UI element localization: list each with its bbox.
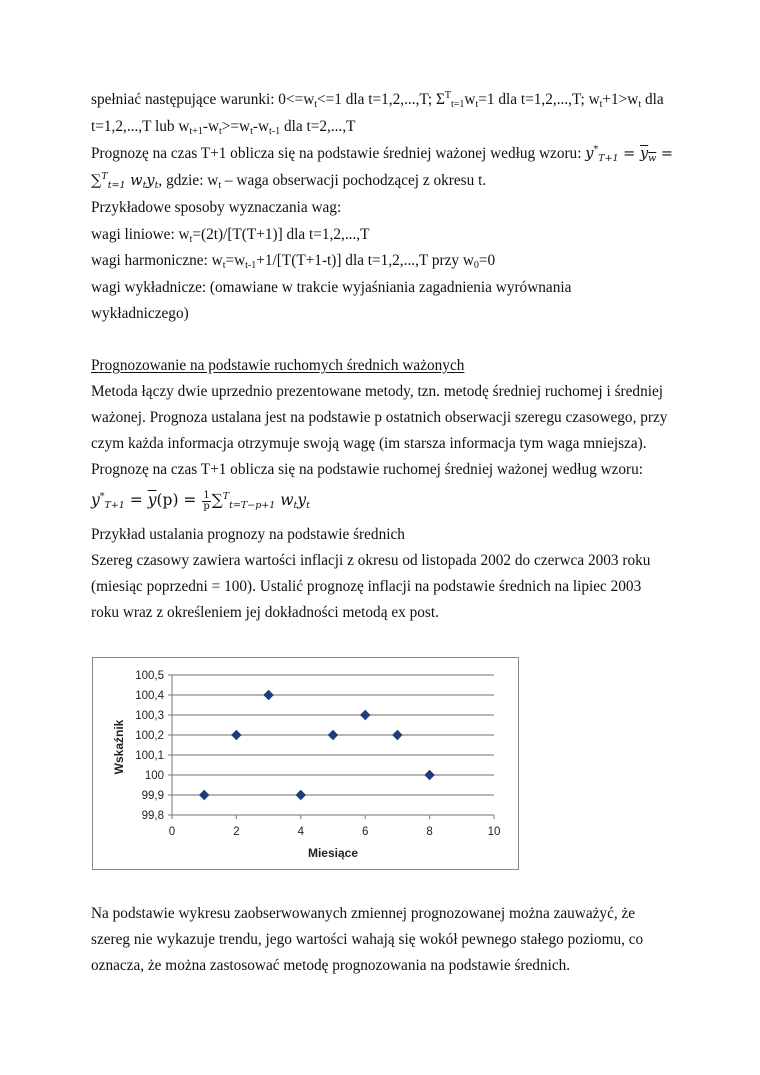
moving-weighted-average-formula: $y^*_{T+1} = \overline{y}(p)$ = $\frac{1}{p}$ ∑$^T_{t=T-p+1}$ $w_ty_t$: [91, 489, 310, 512]
weight-conditions-line-1: spełniać następujące warunki: $0<=w_t<=1$ dla t=1,2,...,T; $\Sigma^T_{t=1}w_t=1$ dla t=1,2,...,T; $w_t+1>w_t$ dla: [91, 90, 664, 110]
y-tick-label: 99,8: [141, 810, 164, 822]
data-point-diamond: [199, 790, 209, 800]
section-text-line-3: czym każda informacja otrzymuje swoją wagę (im starsza informacja tym waga mniejsza).: [91, 435, 647, 452]
y-tick-label: 99,9: [141, 790, 164, 802]
data-point-diamond: [231, 730, 241, 740]
example-text-line-2: (miesiąc poprzedni = 100). Ustalić prognozę inflacji na podstawie średnich na lipiec 2003: [91, 578, 642, 595]
section-text-line-2: ważonej. Prognoza ustalana jest na podstawie p ostatnich obserwacji szeregu czasowego, przy: [91, 409, 668, 426]
x-tick-label: 10: [487, 826, 501, 838]
data-point-diamond: [328, 730, 338, 740]
x-axis-title: Miesiące: [307, 846, 359, 860]
y-tick-label: 100,3: [135, 710, 164, 722]
data-point-diamond: [424, 770, 434, 780]
y-tick-label: 100,5: [135, 670, 164, 682]
section-text-line-4: Prognozę na czas T+1 oblicza się na podstawie ruchomej średniej ważonej według wzoru:: [91, 461, 644, 478]
x-tick-label: 6: [361, 826, 369, 838]
weights-heading: Przykładowe sposoby wyznaczania wag:: [91, 199, 342, 216]
exponential-weights-line-2: wykładniczego): [91, 305, 189, 322]
chart-plot-area: [93, 658, 518, 869]
example-title: Przykład ustalania prognozy na podstawie średnich: [91, 526, 405, 543]
weighted-average-formula-line-2: ∑$^T_{t=1}$ $w_ty_t$, gdzie: $w_t$ – waga obserwacji pochodzącej z okresu t.: [91, 171, 487, 191]
conclusion-line-2: szereg nie wykazuje trendu, jego wartości wahają się wokół pewnego stałego poziomu, co: [91, 931, 644, 948]
y-tick-label: 100: [144, 770, 164, 782]
y-tick-label: 100,1: [135, 750, 164, 762]
section-heading: Prognozowanie na podstawie ruchomych średnich ważonych: [91, 357, 465, 374]
y-axis-title: Wskaźnik: [112, 719, 126, 775]
data-point-diamond: [392, 730, 402, 740]
exponential-weights-line-1: wagi wykładnicze: (omawiane w trakcie wyjaśniania zagadnienia wyrównania: [91, 279, 572, 296]
inflation-scatter-chart: [92, 657, 519, 870]
weighted-average-formula: $y^*_{T+1} = y_w$ =: [585, 144, 674, 164]
y-tick-label: 100,4: [135, 690, 164, 702]
conclusion-line-1: Na podstawie wykresu zaobserwowanych zmiennej prognozowanej można zauważyć, że: [91, 905, 636, 922]
y-tick-label: 100,2: [135, 730, 164, 742]
section-text-line-1: Metoda łączy dwie uprzednio prezentowane metody, tzn. metodę średniej ruchomej i średniej: [91, 383, 664, 400]
example-text-line-3: roku wraz z określeniem jej dokładności metodą ex post.: [91, 604, 439, 621]
data-point-diamond: [296, 790, 306, 800]
example-text-line-1: Szereg czasowy zawiera wartości inflacji z okresu od listopada 2002 do czerwca 2003 roku: [91, 552, 651, 569]
harmonic-weights-line: wagi harmoniczne: $w_t=w_{t-1}+1/[T(T+1-t)]$ dla t=1,2,...,T przy $w_0=0$: [91, 252, 496, 271]
x-tick-label: 4: [297, 826, 305, 838]
weighted-average-formula-line-1: Prognozę na czas T+1 oblicza się na podstawie średniej ważonej według wzoru: $y^*_{T+1} = y_w$ =: [91, 144, 674, 164]
x-tick-label: 0: [168, 826, 176, 838]
x-tick-label: 8: [426, 826, 433, 838]
weight-conditions-line-2: t=1,2,...,T lub $w_{t+1}-w_t>=w_t-w_{t-1}$ dla t=2,...,T: [91, 118, 356, 137]
data-point-diamond: [360, 710, 370, 720]
linear-weights-line: wagi liniowe: $w_t=(2t)/[T(T+1)]$ dla t=1,2,...,T: [91, 226, 370, 245]
conclusion-line-3: oznacza, że można zastosować metodę prognozowania na podstawie średnich.: [91, 957, 571, 974]
x-tick-label: 2: [233, 826, 240, 838]
data-point-diamond: [263, 690, 273, 700]
